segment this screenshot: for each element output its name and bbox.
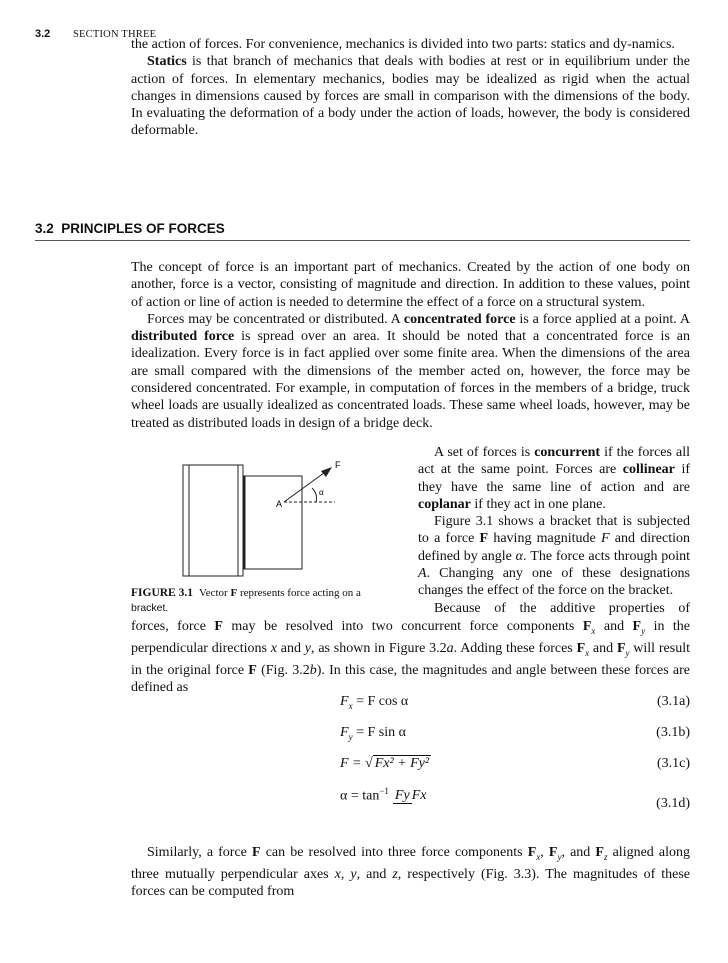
equation-3-1c bbox=[340, 756, 690, 778]
text-segment: and bbox=[276, 641, 305, 657]
text-segment: b bbox=[309, 663, 317, 679]
page-section-number: 3.2 bbox=[35, 28, 51, 40]
equation-3-1b bbox=[340, 725, 690, 747]
text-segment: and direction defined by angle bbox=[418, 531, 690, 564]
eq-denominator: Fx bbox=[411, 788, 427, 804]
text-segment: F bbox=[248, 663, 257, 679]
text-segment: collinear bbox=[622, 462, 675, 478]
caption-text: Vector bbox=[198, 587, 231, 599]
text-segment: F bbox=[601, 531, 610, 547]
text-segment: F bbox=[214, 619, 223, 634]
right-column-text bbox=[418, 444, 690, 617]
text-segment: x bbox=[270, 641, 277, 657]
caption-text: bracket. bbox=[131, 602, 169, 614]
label-A: A bbox=[276, 499, 283, 509]
text-segment: z bbox=[603, 851, 608, 862]
text-segment: A set of forces is bbox=[434, 445, 535, 460]
text-segment: x bbox=[536, 851, 541, 862]
text-segment: ). In this case, the magnitudes and angle between these forces are defined as bbox=[131, 663, 690, 696]
continuation-text bbox=[131, 618, 690, 697]
text-segment: , and bbox=[356, 867, 393, 883]
text-segment: , and bbox=[561, 845, 596, 860]
eq-rhs: = F cos α bbox=[352, 694, 409, 709]
paragraph bbox=[131, 311, 690, 432]
text-segment: can be resolved into three force components bbox=[260, 845, 528, 860]
text-segment: Figure 3.1 shows a bracket that is subjected to a force bbox=[418, 514, 690, 547]
equation-number: (3.1c) bbox=[656, 756, 690, 771]
text-segment: if they act in one plane. bbox=[470, 496, 606, 512]
text-segment: . The force acts through point bbox=[523, 548, 691, 564]
eq-lhs: F bbox=[340, 694, 349, 709]
paragraph bbox=[418, 600, 690, 617]
text-segment: if the forces all act at the same point. Forces are bbox=[418, 445, 690, 478]
paragraph bbox=[418, 513, 690, 599]
label-F: F bbox=[335, 460, 341, 470]
text-segment: Because of the additive properties of bbox=[434, 600, 690, 616]
text-segment: a bbox=[446, 641, 454, 657]
text-segment: x bbox=[585, 647, 590, 658]
angle-arc bbox=[312, 488, 317, 502]
text-segment: , respectively (Fig. 3.3). The magnitudes of these forces can be computed from bbox=[131, 867, 691, 900]
paragraph bbox=[131, 844, 690, 901]
text-segment: F bbox=[479, 531, 489, 547]
equation-3-1d bbox=[340, 786, 690, 826]
text-segment: Statics bbox=[147, 54, 187, 70]
figure-bracket bbox=[180, 458, 410, 588]
text-segment: is spread over an area. It should be noted that a concentrated force is an idealization. Every force is in fact applied over some finite area. When the dimensions of the area are small compared with the dimensions of the member acted on, however, the force may be considered concentrated. For example, in computation of forces in the members of a bridge, truck wheel loads are usually idealized as concentrated loads. These same wheel loads, however, may be treated as distributed loads in design of a bridge deck. bbox=[131, 329, 690, 431]
running-header: SECTION THREE bbox=[73, 29, 157, 40]
text-segment: . Adding these forces bbox=[453, 641, 577, 657]
text-segment: concurrent bbox=[534, 445, 601, 460]
text-segment: F bbox=[548, 845, 558, 860]
eq-numerator: Fy bbox=[394, 788, 410, 804]
eq-radicand: Fx² + Fy² bbox=[374, 756, 430, 771]
final-text bbox=[131, 844, 690, 901]
text-segment: A bbox=[418, 566, 427, 582]
equation-number: (3.1b) bbox=[656, 725, 690, 740]
eq-fraction bbox=[393, 788, 427, 804]
text-segment: y bbox=[625, 647, 630, 658]
text-segment: α bbox=[515, 548, 523, 564]
caption-text: represents force acting on a bbox=[237, 587, 361, 599]
text-segment: is that branch of mechanics that deals with bodies at rest or in equilibrium under the action of forces. In elementary mechanics, bodies may be idealized as rigid when the actual changes in dimensions caused by forces are small in comparison with the dimensions of the body. In evaluating the deformation of a body under the action of loads, however, the body is considered deformable. bbox=[131, 54, 690, 139]
text-segment: z bbox=[392, 867, 398, 883]
text-segment: distributed force bbox=[131, 329, 235, 345]
equation-3-1a bbox=[340, 694, 690, 716]
text-segment: , bbox=[340, 867, 351, 883]
text-segment: The concept of force is an important part of mechanics. Created by the action of one body on another, force is a vector, consisting of magnitude and direction. In addition to these values, point of action or line of action is needed to determine the effect of a force on a structural system. bbox=[131, 260, 690, 310]
equation-number: (3.1a) bbox=[656, 694, 690, 709]
text-segment: (Fig. 3.2 bbox=[256, 663, 310, 679]
text-segment: y bbox=[641, 625, 646, 636]
bracket-column bbox=[183, 465, 243, 576]
text-segment: F bbox=[616, 641, 626, 657]
text-segment: F bbox=[632, 619, 642, 634]
eq-rhs: = F sin α bbox=[352, 725, 406, 740]
text-segment: F bbox=[527, 845, 537, 860]
text-segment: , as shown in Figure 3.2 bbox=[311, 641, 447, 657]
paragraph bbox=[418, 444, 690, 513]
text-segment: in the perpendicular directions bbox=[131, 619, 691, 657]
eq-sup: −1 bbox=[379, 786, 389, 796]
text-segment: forces, force bbox=[131, 619, 215, 634]
intro-text bbox=[131, 36, 690, 140]
text-segment: aligned along three mutually perpendicular axes bbox=[131, 845, 691, 883]
label-alpha: α bbox=[319, 487, 324, 497]
paragraph bbox=[131, 36, 690, 53]
text-segment: x bbox=[334, 867, 341, 883]
text-segment: . Changing any one of these designations changes the effect of the force on the bracket. bbox=[418, 566, 690, 599]
eq-lhs: α = tan bbox=[340, 788, 380, 804]
figure-label: FIGURE 3.1 bbox=[131, 587, 193, 599]
paragraph bbox=[131, 53, 690, 139]
text-segment: F bbox=[252, 845, 261, 860]
text-segment: F bbox=[576, 641, 586, 657]
figure-caption bbox=[131, 586, 406, 616]
text-segment: y bbox=[350, 867, 357, 883]
force-vector-arrow bbox=[284, 470, 328, 502]
eq-lhs: F = √ bbox=[340, 756, 373, 771]
equation-number: (3.1d) bbox=[656, 796, 690, 811]
paragraph bbox=[131, 618, 690, 697]
text-segment: y bbox=[304, 641, 312, 657]
text-segment: y bbox=[557, 851, 562, 862]
caption-text: F bbox=[230, 587, 238, 599]
text-segment: Forces may be concentrated or distributed. A bbox=[147, 311, 404, 327]
eq-lhs: F bbox=[340, 725, 349, 740]
arrowhead-icon bbox=[321, 467, 332, 477]
text-segment: may be resolved into two concurrent force components bbox=[222, 619, 583, 634]
bracket-plate bbox=[244, 476, 302, 569]
text-segment: the action of forces. For convenience, mechanics is divided into two parts: statics and dy-namics. bbox=[131, 37, 675, 52]
text-segment: Similarly, a force bbox=[147, 845, 253, 860]
text-segment: coplanar bbox=[418, 496, 471, 512]
text-segment: and bbox=[595, 619, 633, 634]
text-segment: if they have the same line of action and are bbox=[418, 462, 691, 495]
text-segment: and bbox=[589, 641, 617, 657]
text-segment: having magnitude bbox=[488, 531, 601, 547]
eq-sub: x bbox=[348, 700, 353, 711]
text-segment: will result in the original force bbox=[131, 641, 690, 679]
text-segment: is a force applied at a point. A bbox=[515, 311, 690, 327]
text-segment: F bbox=[582, 619, 592, 634]
eq-sub: y bbox=[348, 731, 353, 742]
text-segment: , bbox=[540, 845, 549, 860]
section-heading: 3.2 PRINCIPLES OF FORCES bbox=[35, 221, 225, 236]
paragraph bbox=[131, 259, 690, 311]
text-segment: x bbox=[591, 625, 596, 636]
main-text bbox=[131, 259, 690, 432]
text-segment: concentrated force bbox=[403, 311, 516, 327]
text-segment: F bbox=[595, 845, 604, 860]
heading-rule bbox=[35, 240, 690, 241]
